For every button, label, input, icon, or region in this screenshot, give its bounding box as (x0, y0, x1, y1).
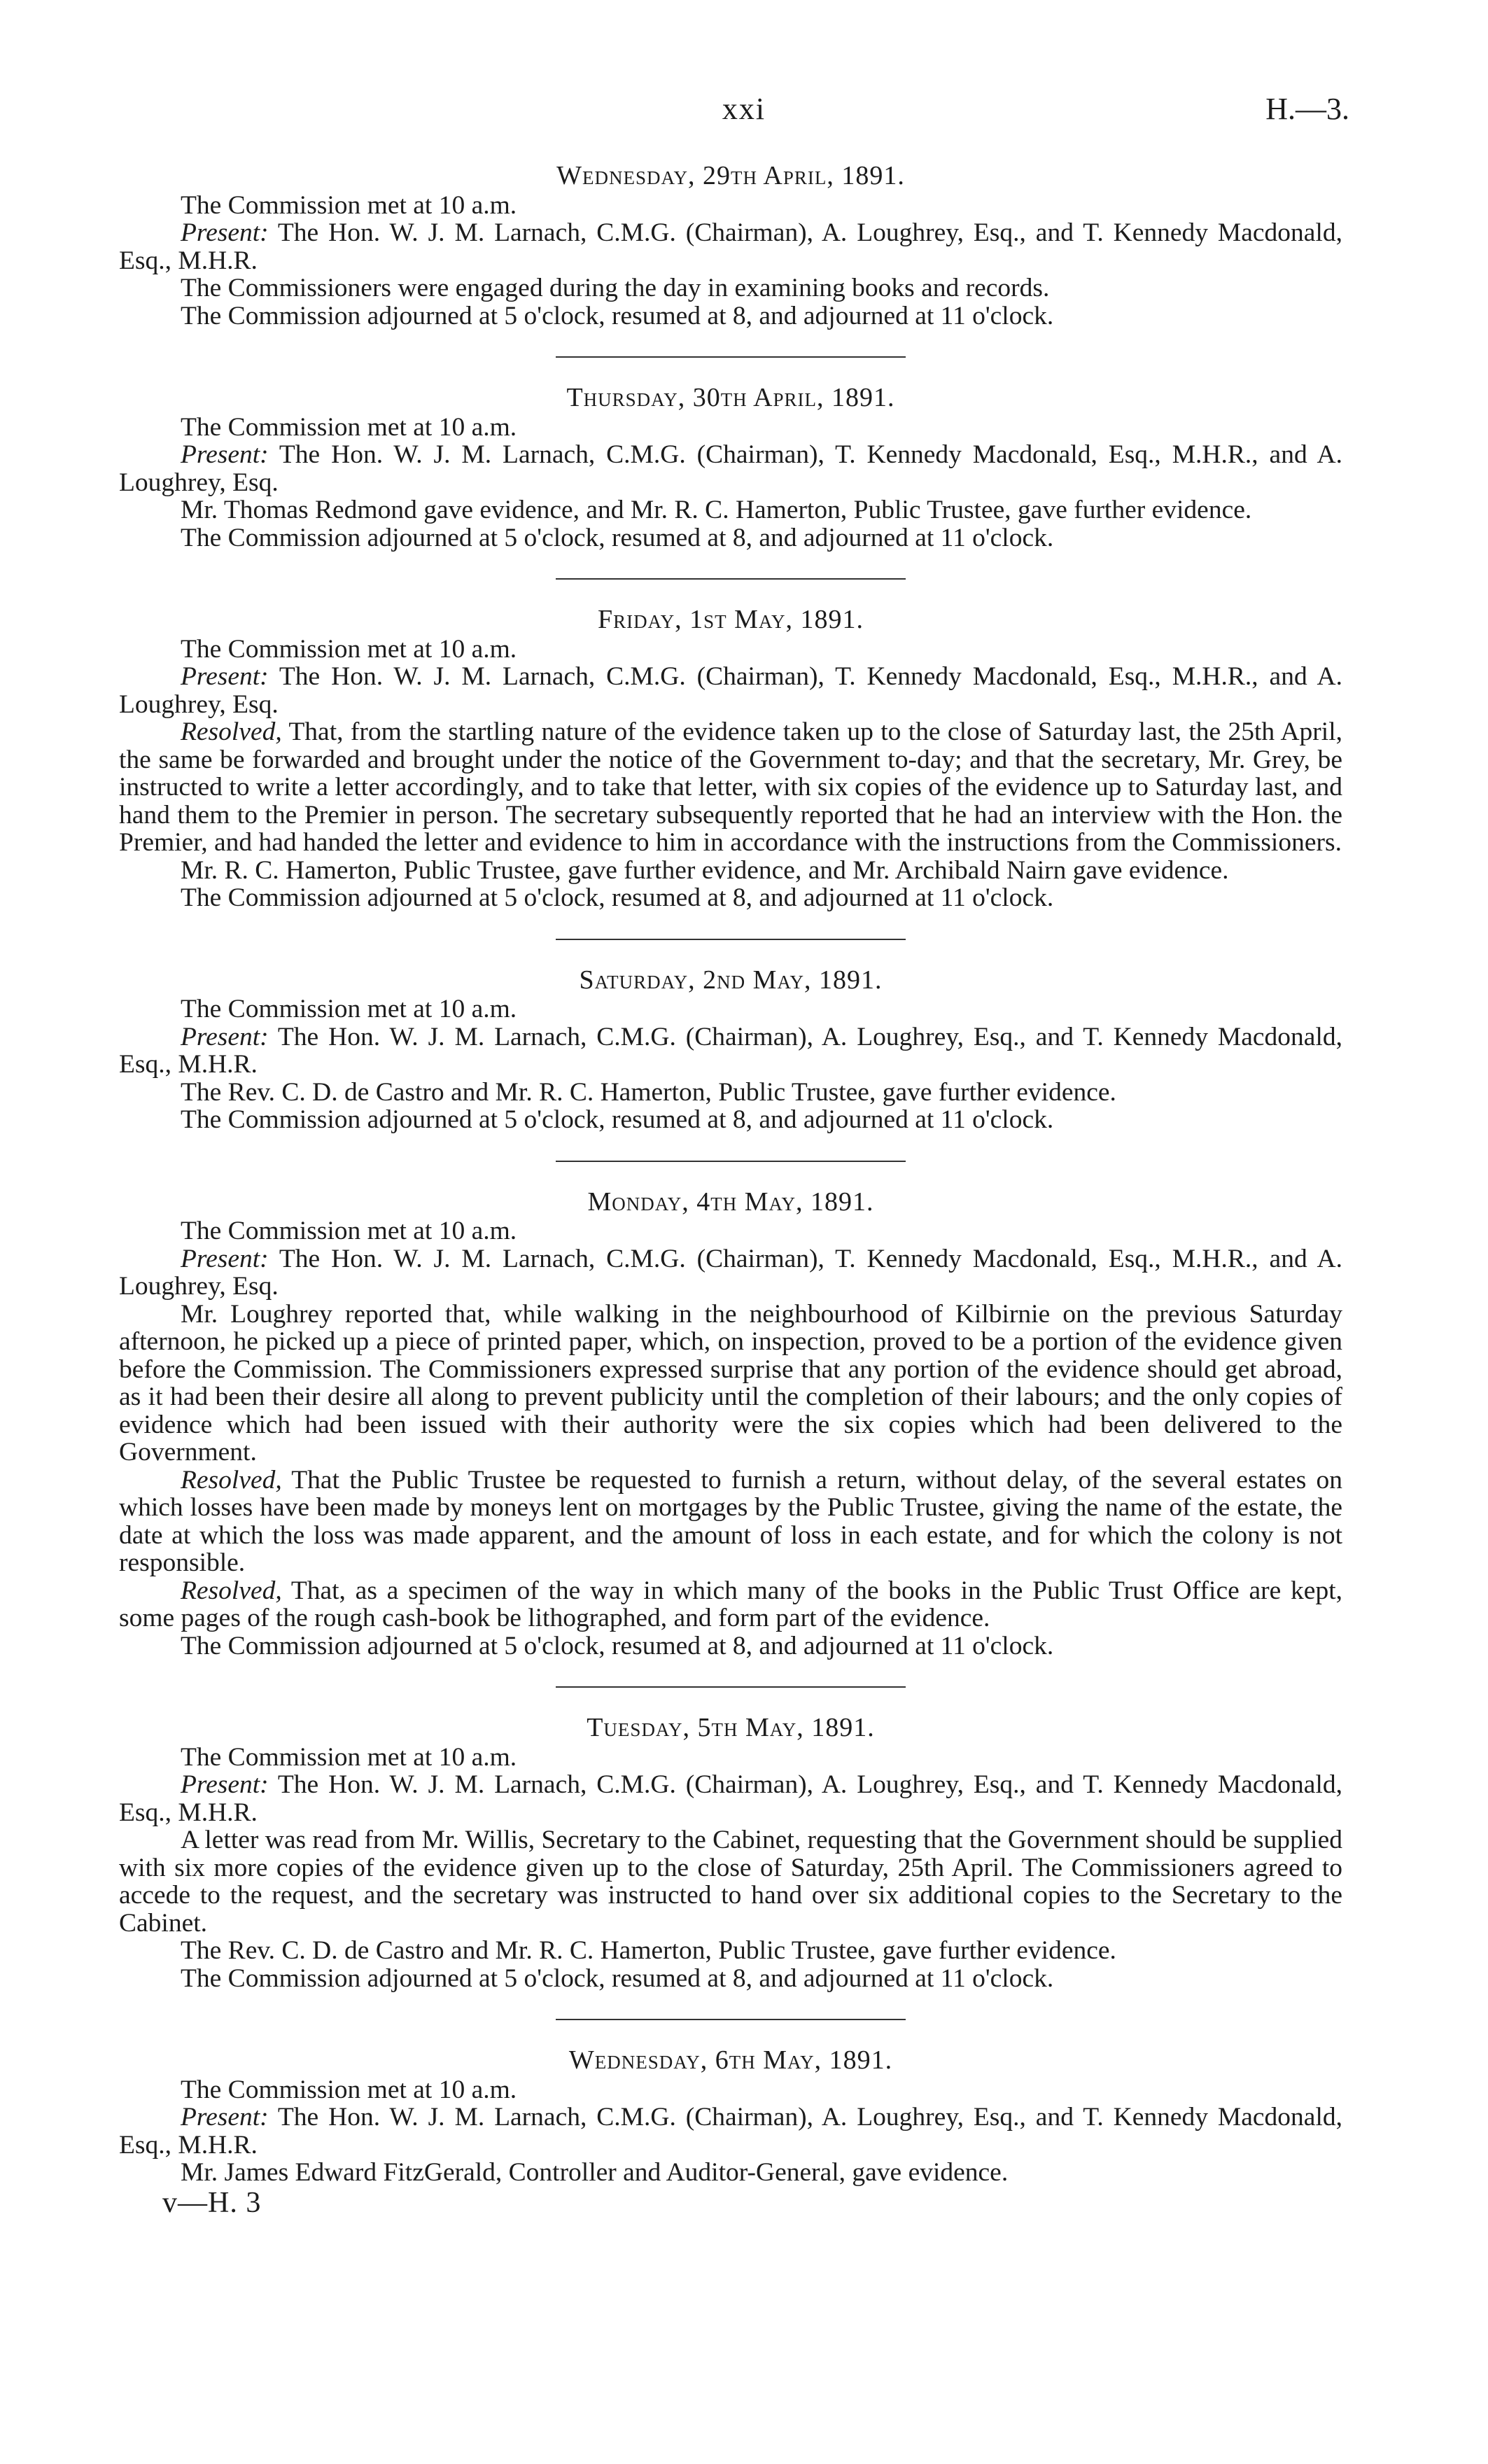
paragraph: The Commission adjourned at 5 o'clock, resumed at 8, and adjourned at 11 o'clock. (181, 1631, 1054, 1660)
paragraph: The Commission adjourned at 5 o'clock, resumed at 8, and adjourned at 11 o'clock. (181, 883, 1054, 912)
paragraph: Mr. R. C. Hamerton, Public Trustee, gave further evidence, and Mr. Archibald Nairn gave evidence. (181, 855, 1229, 885)
minute-entry (119, 384, 1342, 552)
section-divider (556, 2019, 906, 2020)
document-reference: H.—3. (1265, 92, 1349, 126)
page-number: xxi (722, 92, 766, 126)
minute-entry (119, 1714, 1342, 1992)
paragraph: Present: The Hon. W. J. M. Larnach, C.M.G. (Chairman), A. Loughrey, Esq., and T. Kennedy Macdonald, Esq., M.H.R. (119, 1022, 1342, 1079)
date-heading: Friday, 1st May, 1891. (598, 605, 864, 634)
date-heading: Saturday, 2nd May, 1891. (579, 965, 883, 995)
paragraph: The Commission met at 10 a.m. (181, 995, 517, 1023)
italic-lead: Resolved, (181, 1576, 282, 1605)
paragraph: A letter was read from Mr. Willis, Secretary to the Cabinet, requesting that the Government should be supplied with six more copies of the evidence given up to the close of Saturday, 25th April. The Commissioners agreed to accede to the request, and the secretary was instructed to hand over six additional copies to the Secretary to the Cabinet. (119, 1826, 1342, 1938)
minutes-body (119, 162, 1342, 2217)
date-heading: Wednesday, 29th April, 1891. (556, 161, 905, 190)
paragraph: The Commission met at 10 a.m. (181, 634, 517, 664)
paragraph: The Commission adjourned at 5 o'clock, resumed at 8, and adjourned at 11 o'clock. (181, 1105, 1054, 1134)
italic-lead: Present: (181, 2103, 269, 2132)
paragraph: Resolved, That, from the startling nature of the evidence taken up to the close of Saturday last, the 25th April, the same be forwarded and brought under the notice of the Government to-day; and that the secretary, Mr. Grey, be instructed to write a letter accordingly, and to take that letter, with six copies of the evidence up to Saturday last, and hand them to the Premier in person. The secretary subsequently reported that he had an interview with the Hon. the Premier, and had handed the letter and evidence to him in accordance with the instructions from the Commissioners. (119, 718, 1342, 857)
section-divider (556, 356, 906, 358)
paragraph: The Commission met at 10 a.m. (181, 190, 517, 220)
paragraph: The Commissioners were engaged during the day in examining books and records. (181, 274, 1050, 302)
paragraph: Present: The Hon. W. J. M. Larnach, C.M.G. (Chairman), T. Kennedy Macdonald, Esq., M.H.R., and A. Loughrey, Esq. (119, 1244, 1342, 1301)
italic-lead: Present: (181, 1244, 269, 1273)
italic-lead: Present: (181, 1022, 269, 1051)
italic-lead: Resolved, (181, 1465, 282, 1494)
italic-lead: Resolved, (181, 718, 282, 746)
paragraph: The Rev. C. D. de Castro and Mr. R. C. Hamerton, Public Trustee, gave further evidence. (181, 1936, 1116, 1965)
paragraph: Mr. Thomas Redmond gave evidence, and Mr. R. C. Hamerton, Public Trustee, gave further evidence. (181, 496, 1252, 524)
section-divider (556, 1686, 906, 1688)
italic-lead: Present: (181, 218, 269, 247)
paragraph: Present: The Hon. W. J. M. Larnach, C.M.G. (Chairman), T. Kennedy Macdonald, Esq., M.H.R., and A. Loughrey, Esq. (119, 440, 1342, 497)
italic-lead: Present: (181, 440, 269, 469)
minute-entry (119, 2047, 1342, 2187)
paragraph: Present: The Hon. W. J. M. Larnach, C.M.G. (Chairman), T. Kennedy Macdonald, Esq., M.H.R., and A. Loughrey, Esq. (119, 662, 1342, 719)
paragraph: Resolved, That, as a specimen of the way in which many of the books in the Public Trust Office are kept, some pages of the rough cash-book be lithographed, and form part of the evidence. (119, 1576, 1342, 1632)
date-heading: Monday, 4th May, 1891. (587, 1186, 874, 1217)
paragraph: Mr. Loughrey reported that, while walking in the neighbourhood of Kilbirnie on the previous Saturday afternoon, he picked up a piece of printed paper, which, on inspection, proved to be a portion of the evidence given before the Commission. The Commissioners expressed surprise that any portion of the evidence should get abroad, as it had been their desire all along to prevent publicity until the completion of their labours; and the only copies of evidence which had been issued with their authority were the six copies which had been delivered to the Government. (119, 1299, 1342, 1466)
paragraph: Present: The Hon. W. J. M. Larnach, C.M.G. (Chairman), A. Loughrey, Esq., and T. Kennedy Macdonald, Esq., M.H.R. (119, 1770, 1342, 1827)
paragraph: Present: The Hon. W. J. M. Larnach, C.M.G. (Chairman), A. Loughrey, Esq., and T. Kennedy Macdonald, Esq., M.H.R. (119, 218, 1342, 275)
paragraph: The Rev. C. D. de Castro and Mr. R. C. Hamerton, Public Trustee, gave further evidence. (181, 1077, 1116, 1107)
paragraph: The Commission adjourned at 5 o'clock, resumed at 8, and adjourned at 11 o'clock. (181, 301, 1054, 330)
minute-entry (119, 1186, 1342, 1660)
paragraph: The Commission met at 10 a.m. (181, 1742, 517, 1772)
italic-lead: Present: (181, 1770, 269, 1799)
minute-entry (119, 162, 1342, 330)
italic-lead: Present: (181, 662, 269, 691)
paragraph: Resolved, That the Public Trustee be requested to furnish a return, without delay, of the several estates on which losses have been made by moneys lent on mortgages by the Public Trustee, giving the name of the estate, the date at which the loss was made apparent, and the amount of loss in each estate, and for which the colony is not responsible. (119, 1465, 1342, 1577)
paragraph: The Commission met at 10 a.m. (181, 2075, 517, 2104)
section-divider (556, 1161, 906, 1162)
section-divider (556, 939, 906, 940)
date-heading: Thursday, 30th April, 1891. (566, 383, 895, 412)
minute-entry (119, 606, 1342, 912)
date-heading: Tuesday, 5th May, 1891. (587, 1713, 875, 1742)
paragraph: Present: The Hon. W. J. M. Larnach, C.M.G. (Chairman), A. Loughrey, Esq., and T. Kennedy Macdonald, Esq., M.H.R. (119, 2103, 1342, 2160)
paragraph: The Commission met at 10 a.m. (181, 412, 517, 442)
paragraph: The Commission adjourned at 5 o'clock, resumed at 8, and adjourned at 11 o'clock. (181, 523, 1054, 552)
minute-entry (119, 967, 1342, 1134)
paragraph: Mr. James Edward FitzGerald, Controller and Auditor-General, gave evidence. (181, 2158, 1009, 2187)
signature-mark: v—H. 3 (162, 2186, 262, 2219)
paragraph: The Commission met at 10 a.m. (181, 1217, 517, 1245)
date-heading: Wednesday, 6th May, 1891. (568, 2045, 893, 2075)
paragraph: The Commission adjourned at 5 o'clock, resumed at 8, and adjourned at 11 o'clock. (181, 1963, 1054, 1993)
section-divider (556, 578, 906, 580)
